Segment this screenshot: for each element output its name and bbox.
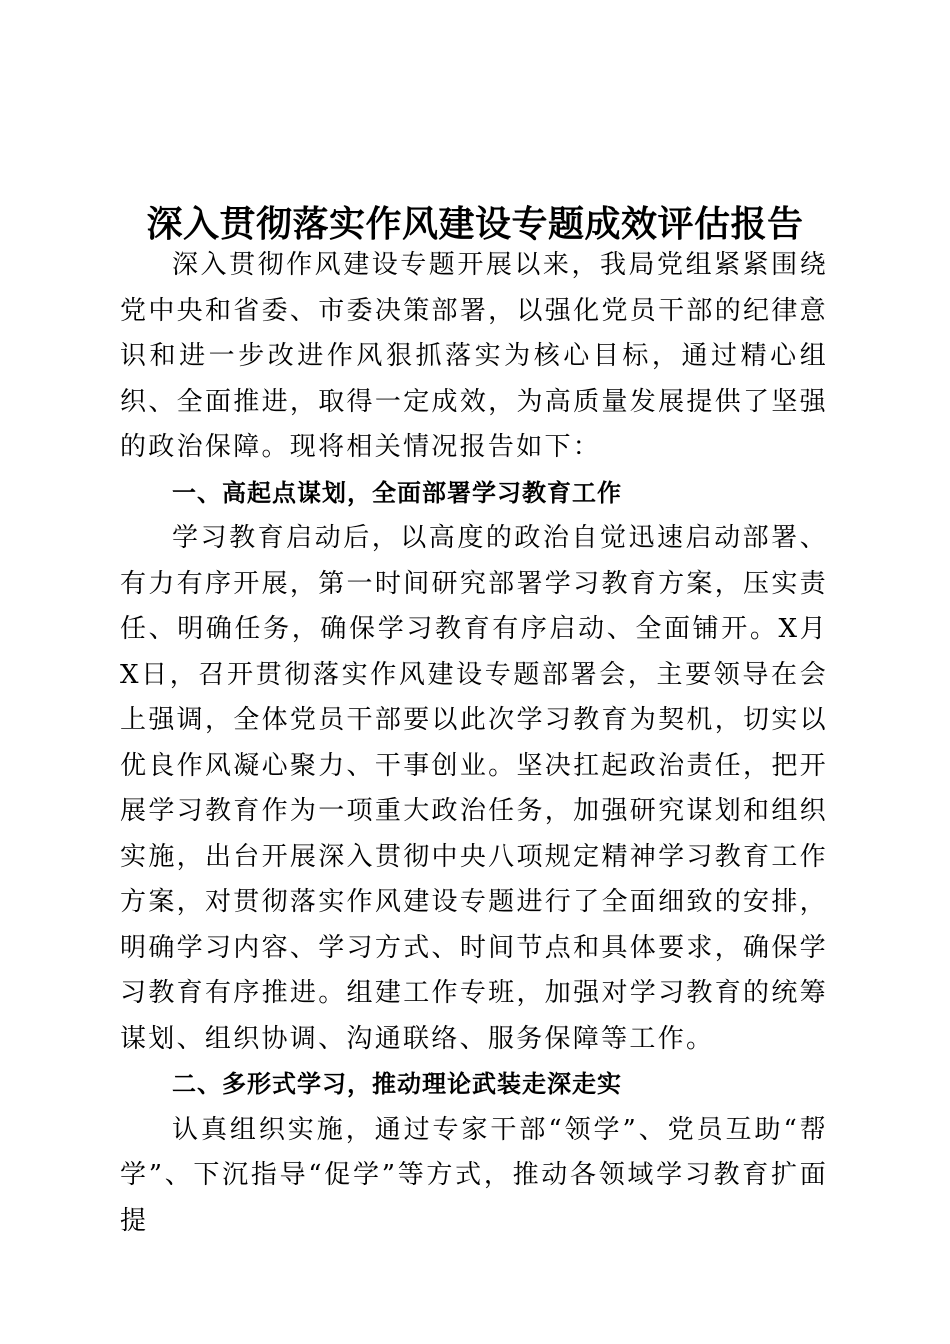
section-body-2: 认真组织实施，通过专家干部“领学”、党员互助“帮学”、下沉指导“促学”等方式，推动各领域学习教育扩面提 bbox=[120, 1114, 828, 1236]
section-body-1: 学习教育启动后，以高度的政治自觉迅速启动部署、有力有序开展，第一时间研究部署学习教育方案，压实责任、明确任务，确保学习教育有序启动、全面铺开。X月X日，召开贯彻落实作风建设专题部署会，主要领导在会上强调，全体党员干部要以此次学习教育为契机，切实以优良作风凝心聚力、干事创业。坚决扛起政治责任，把开展学习教育作为一项重大政治任务，加强研究谋划和组织实施，出台开展深入贯彻中央八项规定精神学习教育工作方案，对贯彻落实作风建设专题进行了全面细致的安排，明确学习内容、学习方式、时间节点和具体要求，确保学习教育有序推进。组建工作专班，加强对学习教育的统筹谋划、组织协调、沟通联络、服务保障等工作。 bbox=[120, 523, 828, 1054]
section-heading-2: 二、多形式学习，推动理论武装走深走实 bbox=[172, 1070, 622, 1098]
intro-paragraph: 深入贯彻作风建设专题开展以来，我局党组紧紧围绕党中央和省委、市委决策部署，以强化党员干部的纪律意识和进一步改进作风狠抓落实为核心目标，通过精心组织、全面推进，取得一定成效，为高质量发展提供了坚强的政治保障。现将相关情况报告如下： bbox=[120, 250, 828, 462]
document-body bbox=[120, 243, 828, 1244]
document-title: 深入贯彻落实作风建设专题成效评估报告 bbox=[146, 203, 804, 246]
section-heading-1: 一、高起点谋划，全面部署学习教育工作 bbox=[172, 478, 622, 507]
